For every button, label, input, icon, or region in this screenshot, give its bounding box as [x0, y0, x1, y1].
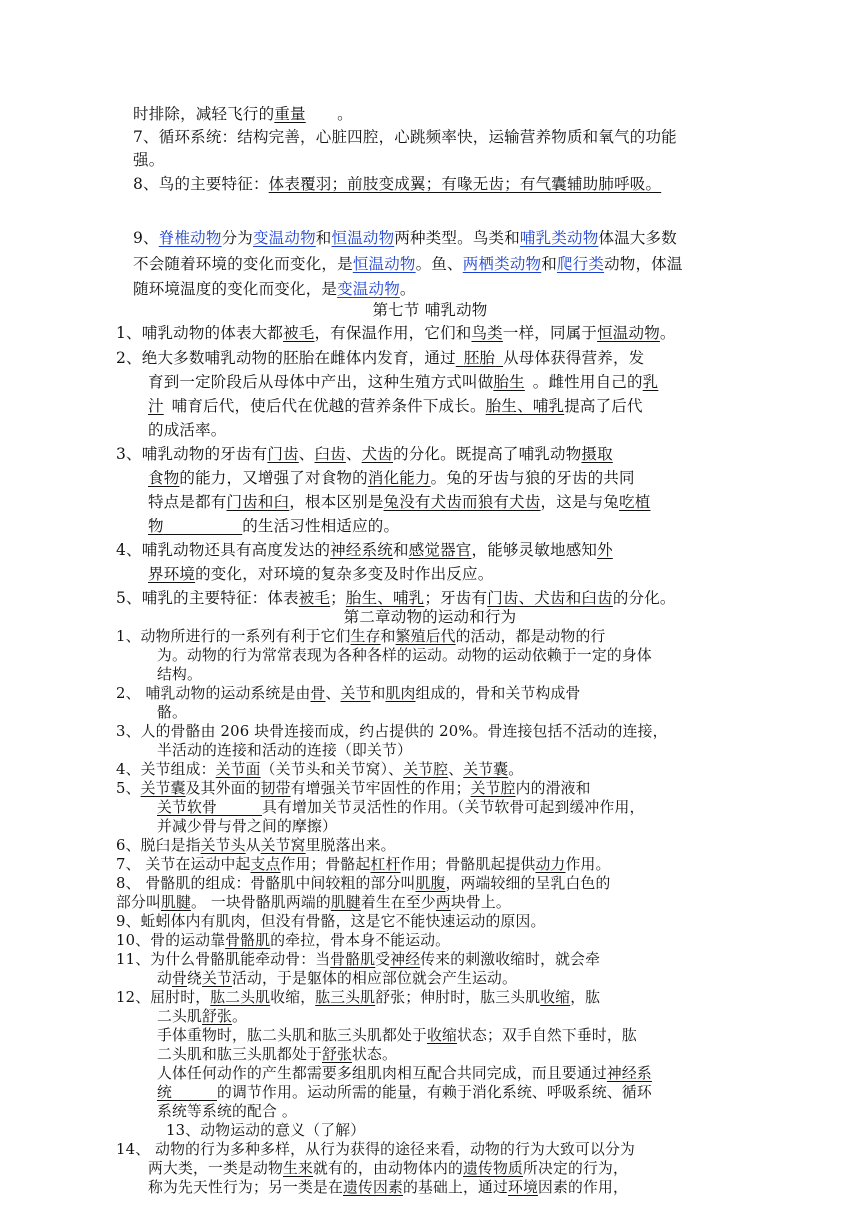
- blank-answer: 支点: [250, 856, 281, 873]
- text-line: 12、屈肘时，肱二头肌收缩，肱三头肌舒张；伸肘时，肱三头肌收缩，肱: [116, 989, 601, 1006]
- blank-answer: 肌腹: [415, 875, 446, 892]
- blank-answer: 生存: [350, 628, 381, 645]
- text-line: 结构。: [157, 666, 202, 683]
- text-line: 半活动的连接和活动的连接（即关节）: [157, 742, 412, 759]
- blank-answer: 门齿: [267, 445, 299, 463]
- text-line: 4、关节组成：关节面（关节头和关节窝）、关节腔、关节囊。: [116, 761, 524, 778]
- text-line: 14、 动物的行为多种多样，从行为获得的途径来看，动物的行为大致可以分为: [116, 1141, 636, 1158]
- blank-answer: 统: [157, 1084, 172, 1101]
- text-line: 二头肌舒张。: [157, 1008, 247, 1025]
- link-amphibian[interactable]: 两栖类动物: [462, 255, 542, 273]
- text-line: 10、骨的运动靠骨骼肌的牵拉，骨本身不能运动。: [116, 932, 451, 949]
- text-line: 2、 哺乳动物的运动系统是由骨、关节和肌肉组成的，骨和关节构成骨: [116, 685, 581, 702]
- blank-answer: 摄取: [581, 445, 613, 463]
- text-line: 部分叫肌腱。 一块骨骼肌两端的肌腱着生在至少两块骨上。: [116, 894, 511, 911]
- blank-answer: 关节面: [215, 761, 261, 778]
- blank-answer: 汁: [148, 397, 164, 415]
- text-line: 为。动物的行为常常表现为各种各样的运动。动物的运动依赖于一定的身体: [157, 647, 652, 664]
- blank-answer: 门齿和臼: [226, 493, 290, 511]
- text-line: 的成活率。: [148, 421, 227, 439]
- text-line: 9、蚯蚓体内有肌肉，但没有骨骼，这是它不能快速运动的原因。: [116, 913, 546, 930]
- text-line: 7、 关节在运动中起支点作用；骨骼起杠杆作用；骨骼肌起提供动力作用。: [116, 856, 611, 873]
- text-line: 统 的调节作用。运动所需的能量，有赖于消化系统、呼吸系统、循环: [157, 1084, 652, 1101]
- blank-answer: 被毛: [298, 589, 331, 607]
- blank-answer: 关节软骨: [157, 799, 217, 816]
- text-line: 6、脱臼是指关节头从关节窝里脱落出来。: [116, 837, 396, 854]
- blank-answer: 关节囊: [140, 780, 186, 797]
- blank-answer: 食物: [148, 469, 180, 487]
- blank-answer: 遗传因素: [342, 1179, 403, 1196]
- text-line: 系统等系统的配合 。: [157, 1103, 297, 1120]
- text-line: 8、鸟的主要特征：体表覆羽；前肢变成翼；有喙无齿；有气囊辅助肺呼吸。: [133, 175, 662, 193]
- link-endotherm[interactable]: 恒温动物: [331, 229, 395, 247]
- blank-answer: 骨: [172, 970, 187, 987]
- blank-answer: 关节: [202, 970, 232, 987]
- blank-answer: 韧带: [260, 780, 291, 797]
- link-vertebrate[interactable]: 脊椎动物: [158, 229, 222, 247]
- blank-answer: 胚胎: [463, 349, 496, 367]
- blank-answer: 兔没有犬齿而狼有犬齿: [383, 493, 541, 511]
- text-line: 物 的生活习性相适应的。: [148, 517, 400, 535]
- blank-answer: 肱三头肌: [315, 989, 376, 1006]
- blank-answer: 繁殖后代: [395, 628, 456, 645]
- link-endotherm[interactable]: 恒温动物: [352, 255, 416, 273]
- blank-answer: 吃植: [619, 493, 651, 511]
- text-line: 动骨绕关节活动，于是躯体的相应部位就会产生运动。: [157, 970, 517, 987]
- text-line: 不会随着环境的变化而变化，是恒温动物。鱼、两栖类动物和爬行类动物，体温: [133, 255, 683, 273]
- text-line: 3、哺乳动物的牙齿有门齿、臼齿、犬齿的分化。既提高了哺乳动物摄取: [116, 445, 613, 463]
- text-line: 骼。: [157, 704, 187, 721]
- text-line: 1、哺乳动物的体表大都被毛，有保温作用，它们和鸟类一样，同属于恒温动物。: [116, 324, 676, 342]
- link-mammal[interactable]: 哺乳类动物: [519, 229, 599, 247]
- text-line: 时排除，减轻飞行的重量 。: [133, 105, 353, 123]
- blank-answer: 体表覆羽；前肢变成翼；有喙无齿；有气囊辅助肺呼吸。: [268, 175, 662, 193]
- blank-answer: 胎生、哺乳: [485, 397, 565, 415]
- blank-answer: 重量: [274, 105, 306, 123]
- blank-answer: 神经: [390, 951, 421, 968]
- blank-answer: 消化能力: [367, 469, 431, 487]
- blank-answer: 物: [148, 517, 164, 535]
- blank-answer: 收缩: [426, 1027, 457, 1044]
- blank-answer: 胎生、哺乳: [345, 589, 425, 607]
- text-line: 界环境的变化，对环境的复杂多变及时作出反应。: [148, 565, 494, 583]
- text-line: 称为先天性行为；另一类是在遗传因素的基础上，通过环境因素的作用，: [148, 1179, 628, 1196]
- blank-answer: 臼齿: [314, 445, 346, 463]
- text-line: 8、 骨骼肌的组成：骨骼肌中间较粗的部分叫肌腹，两端较细的呈乳白色的: [116, 875, 611, 892]
- link-ectotherm[interactable]: 变温动物: [252, 229, 316, 247]
- text-line: 随环境温度的变化而变化，是变温动物。: [133, 280, 416, 298]
- text-line: 育到一定阶段后从母体中产出，这种生殖方式叫做胎生 。雌性用自己的乳: [148, 373, 659, 391]
- text-line: 二头肌和肱三头肌都处于舒张状态。: [157, 1046, 397, 1063]
- blank-answer: 被毛: [283, 324, 315, 342]
- text-line: 13、动物运动的意义（了解）: [166, 1122, 366, 1139]
- link-ectotherm[interactable]: 变温动物: [337, 280, 400, 298]
- text-line: 3、人的骨骼由 206 块骨连接而成，约占提供的 20%。骨连接包括不活动的连接，: [116, 723, 668, 740]
- blank-answer: 关节囊: [463, 761, 509, 778]
- blank-answer: 恒温动物: [597, 324, 660, 342]
- blank-answer: 骨骼肌: [330, 951, 376, 968]
- blank-answer: 舒张: [321, 1046, 352, 1063]
- text-line: 5、哺乳的主要特征：体表被毛；胎生、哺乳；牙齿有门齿、犬齿和臼齿的分化。: [116, 589, 676, 607]
- blank-answer: 肌腱: [330, 894, 361, 911]
- text-line: 食物的能力，又增强了对食物的消化能力。兔的牙齿与狼的牙齿的共同: [148, 469, 635, 487]
- text-line: 并减少骨与骨之间的摩擦）: [157, 818, 337, 835]
- text-line: 7、循环系统：结构完善，心脏四腔，心跳频率快，运输营养物质和氧气的功能: [133, 128, 677, 146]
- text-line: 人体任何动作的产生都需要多组肌肉相互配合共同完成，而且要通过神经系: [157, 1065, 652, 1082]
- text-line: 关节软骨 具有增加关节灵活性的作用。（关节软骨可起到缓冲作用，: [157, 799, 645, 816]
- blank-answer: 关节窝: [260, 837, 306, 854]
- blank-answer: 乳: [642, 373, 659, 391]
- blank-answer: 收缩: [540, 989, 571, 1006]
- blank-answer: 遗传物质: [462, 1160, 523, 1177]
- blank-answer: 骨: [310, 685, 326, 702]
- blank-answer: 神经系: [606, 1065, 652, 1082]
- blank-answer: 杠杆: [370, 856, 401, 873]
- blank-answer: 门齿、犬齿和臼齿: [487, 589, 613, 607]
- blank-answer: 感觉器官: [408, 541, 472, 559]
- text-line: 11、为什么骨骼肌能牵动骨：当骨骼肌受神经传来的刺激收缩时，就会牵: [116, 951, 601, 968]
- blank-answer: 神经系统: [330, 541, 393, 559]
- link-reptile[interactable]: 爬行类: [556, 255, 605, 273]
- text-line: 手体重物时，肱二头肌和肱三头肌都处于收缩状态；双手自然下垂时，肱: [157, 1027, 637, 1044]
- blank-answer: 舒张: [202, 1008, 232, 1025]
- chapter-heading: 第二章动物的运动和行为: [343, 608, 517, 626]
- blank-answer: 关节腔: [403, 761, 449, 778]
- text-line: 1、动物所进行的一系列有利于它们生存和繁殖后代的活动，都是动物的行: [116, 628, 606, 645]
- blank-answer: 外: [597, 541, 613, 559]
- text-line: 汁 哺育后代，使后代在优越的营养条件下成长。胎生、哺乳提高了后代: [148, 397, 643, 415]
- text-line: 4、哺乳动物还具有高度发达的神经系统和感觉器官，能够灵敏地感知外: [116, 541, 613, 559]
- text-line: 9、脊椎动物分为变温动物和恒温动物两种类型。鸟类和哺乳类动物体温大多数: [133, 229, 677, 247]
- text-line: 特点是都有门齿和臼，根本区别是兔没有犬齿而狼有犬齿，这是与兔吃植: [148, 493, 651, 511]
- blank-answer: 犬齿: [361, 445, 393, 463]
- blank-answer: 动力: [535, 856, 566, 873]
- blank-answer: 关节: [340, 685, 371, 702]
- blank-answer: 关节头: [200, 837, 246, 854]
- blank-answer: 环境: [507, 1179, 538, 1196]
- blank-answer: 肌肉: [385, 685, 416, 702]
- blank-answer: 生来: [282, 1160, 313, 1177]
- text-line: 两大类，一类是动物生来就有的，由动物体内的遗传物质所决定的行为，: [148, 1160, 628, 1177]
- blank-answer: 界环境: [148, 565, 196, 583]
- text-line: 强。: [133, 151, 165, 169]
- blank-answer: 肱二头肌: [210, 989, 271, 1006]
- blank-answer: 鸟类: [471, 324, 503, 342]
- blank-answer: 骨骼肌: [225, 932, 271, 949]
- text-line: 5、关节囊及其外面的韧带有增强关节牢固性的作用；关节腔内的滑液和: [116, 780, 591, 797]
- text-line: 2、绝大多数哺乳动物的胚胎在雌体内发育，通过 胚胎 从母体获得营养，发: [116, 349, 645, 367]
- blank-answer: 关节腔: [470, 780, 516, 797]
- blank-answer: 胎生: [493, 373, 525, 391]
- section-heading: 第七节 哺乳动物: [372, 301, 488, 319]
- blank-answer: 肌腱: [161, 894, 191, 911]
- blank-answer: 两: [435, 894, 451, 911]
